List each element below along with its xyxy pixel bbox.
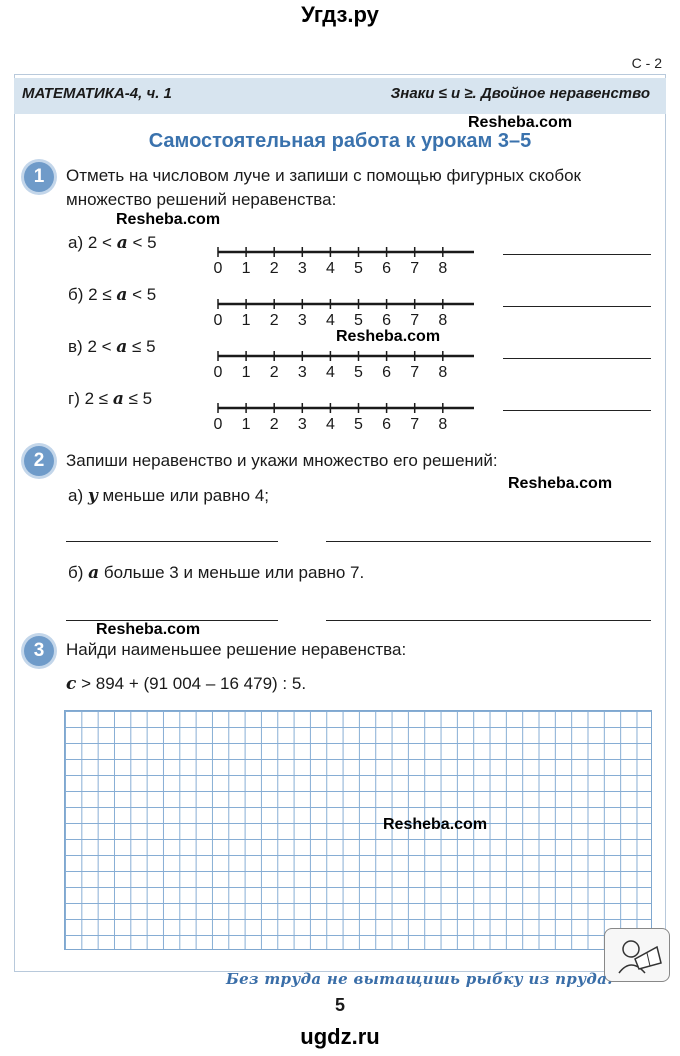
task2-item-a: а) y меньше или равно 4; bbox=[68, 486, 270, 506]
number-line-tick-label: 1 bbox=[241, 260, 251, 277]
number-line-tick-label: 2 bbox=[269, 364, 279, 381]
number-line-tick-label: 1 bbox=[241, 416, 251, 433]
number-line-tick-label: 7 bbox=[410, 260, 420, 277]
number-line-tick-label: 4 bbox=[325, 364, 335, 381]
number-line-tick-label: 2 bbox=[269, 312, 279, 329]
number-line-tick-label: 2 bbox=[269, 260, 279, 277]
number-line-tick-label: 6 bbox=[382, 260, 392, 277]
answer-line[interactable] bbox=[503, 410, 651, 411]
task2-item-b: б) a больше 3 и меньше или равно 7. bbox=[68, 563, 365, 583]
number-line-tick-label: 3 bbox=[297, 416, 307, 433]
number-line-tick-label: 8 bbox=[438, 364, 448, 381]
number-line-tick-label: 4 bbox=[325, 260, 335, 277]
number-line-tick-label: 7 bbox=[410, 312, 420, 329]
number-line-tick-label: 7 bbox=[410, 416, 420, 433]
answer-line[interactable] bbox=[326, 541, 651, 542]
number-lines bbox=[0, 0, 680, 440]
number-line-tick-label: 7 bbox=[410, 364, 420, 381]
task-number-3: 3 bbox=[24, 636, 54, 666]
number-line-tick-label: 3 bbox=[297, 260, 307, 277]
number-line-tick-label: 6 bbox=[382, 364, 392, 381]
page-number: 5 bbox=[334, 995, 345, 1015]
answer-line[interactable] bbox=[326, 620, 651, 621]
reading-child-icon bbox=[604, 928, 670, 982]
watermark: Resheba.com bbox=[96, 621, 201, 638]
number-line-tick-label: 4 bbox=[325, 416, 335, 433]
site-title-bottom: ugdz.ru bbox=[300, 1024, 380, 1049]
answer-line[interactable] bbox=[503, 358, 651, 359]
task3-expression: c > 894 + (91 004 – 16 479) : 5. bbox=[66, 674, 307, 694]
number-line-tick-label: 8 bbox=[438, 416, 448, 433]
number-line-tick-label: 5 bbox=[354, 260, 363, 277]
topic-title: Знаки ≤ и ≥. Двойное неравенство bbox=[390, 85, 650, 102]
number-line-tick-label: 8 bbox=[438, 312, 448, 329]
number-line-tick-label: 0 bbox=[213, 260, 223, 277]
number-line-tick-label: 3 bbox=[297, 364, 307, 381]
number-line-tick-label: 6 bbox=[382, 416, 392, 433]
number-line-tick-label: 0 bbox=[213, 312, 223, 329]
number-line-tick-label: 5 bbox=[354, 364, 363, 381]
watermark: Resheba.com bbox=[508, 475, 613, 492]
number-line-tick-label: 1 bbox=[241, 364, 251, 381]
number-line-tick-label: 0 bbox=[213, 416, 223, 433]
task1-text: Отметь на числовом луче и запиши с помощью фигурных скобок множество решений неравенства: bbox=[66, 166, 581, 209]
task1-item-a: а) 2 < a < 5 bbox=[68, 233, 157, 253]
task1-item-b: б) 2 ≤ a < 5 bbox=[68, 285, 157, 305]
site-title-top: Угдз.ру bbox=[301, 2, 379, 27]
page-code: С - 2 bbox=[631, 55, 662, 71]
number-line-tick-label: 5 bbox=[354, 312, 363, 329]
number-line-tick-label: 5 bbox=[354, 416, 363, 433]
number-line-tick-label: 4 bbox=[325, 312, 335, 329]
task1-item-d: г) 2 ≤ a ≤ 5 bbox=[68, 389, 153, 409]
task-number-1: 1 bbox=[24, 162, 54, 192]
answer-line[interactable] bbox=[66, 541, 278, 542]
number-line-tick-label: 2 bbox=[269, 416, 279, 433]
watermark: Resheba.com bbox=[116, 211, 221, 228]
page-title: Самостоятельная работа к урокам 3–5 bbox=[148, 130, 532, 152]
book-title: МАТЕМАТИКА-4, ч. 1 bbox=[22, 85, 172, 102]
task3-text: Найди наименьшее решение неравенства: bbox=[66, 640, 407, 659]
watermark: Resheba.com bbox=[383, 816, 488, 833]
watermark: Resheba.com bbox=[468, 114, 573, 131]
task2-text: Запиши неравенство и укажи множество его решений: bbox=[66, 451, 498, 470]
task-number-2: 2 bbox=[24, 446, 54, 476]
answer-line[interactable] bbox=[503, 254, 651, 255]
answer-grid[interactable] bbox=[64, 710, 652, 950]
answer-line[interactable] bbox=[503, 306, 651, 307]
number-line-tick-label: 1 bbox=[241, 312, 251, 329]
number-line-tick-label: 6 bbox=[382, 312, 392, 329]
number-line-tick-label: 0 bbox=[213, 364, 223, 381]
watermark: Resheba.com bbox=[336, 328, 441, 345]
motto: Без труда не вытащишь рыбку из пруда. bbox=[226, 970, 613, 988]
task1-item-c: в) 2 < a ≤ 5 bbox=[68, 337, 156, 357]
number-line-tick-label: 3 bbox=[297, 312, 307, 329]
number-line-tick-label: 8 bbox=[438, 260, 448, 277]
